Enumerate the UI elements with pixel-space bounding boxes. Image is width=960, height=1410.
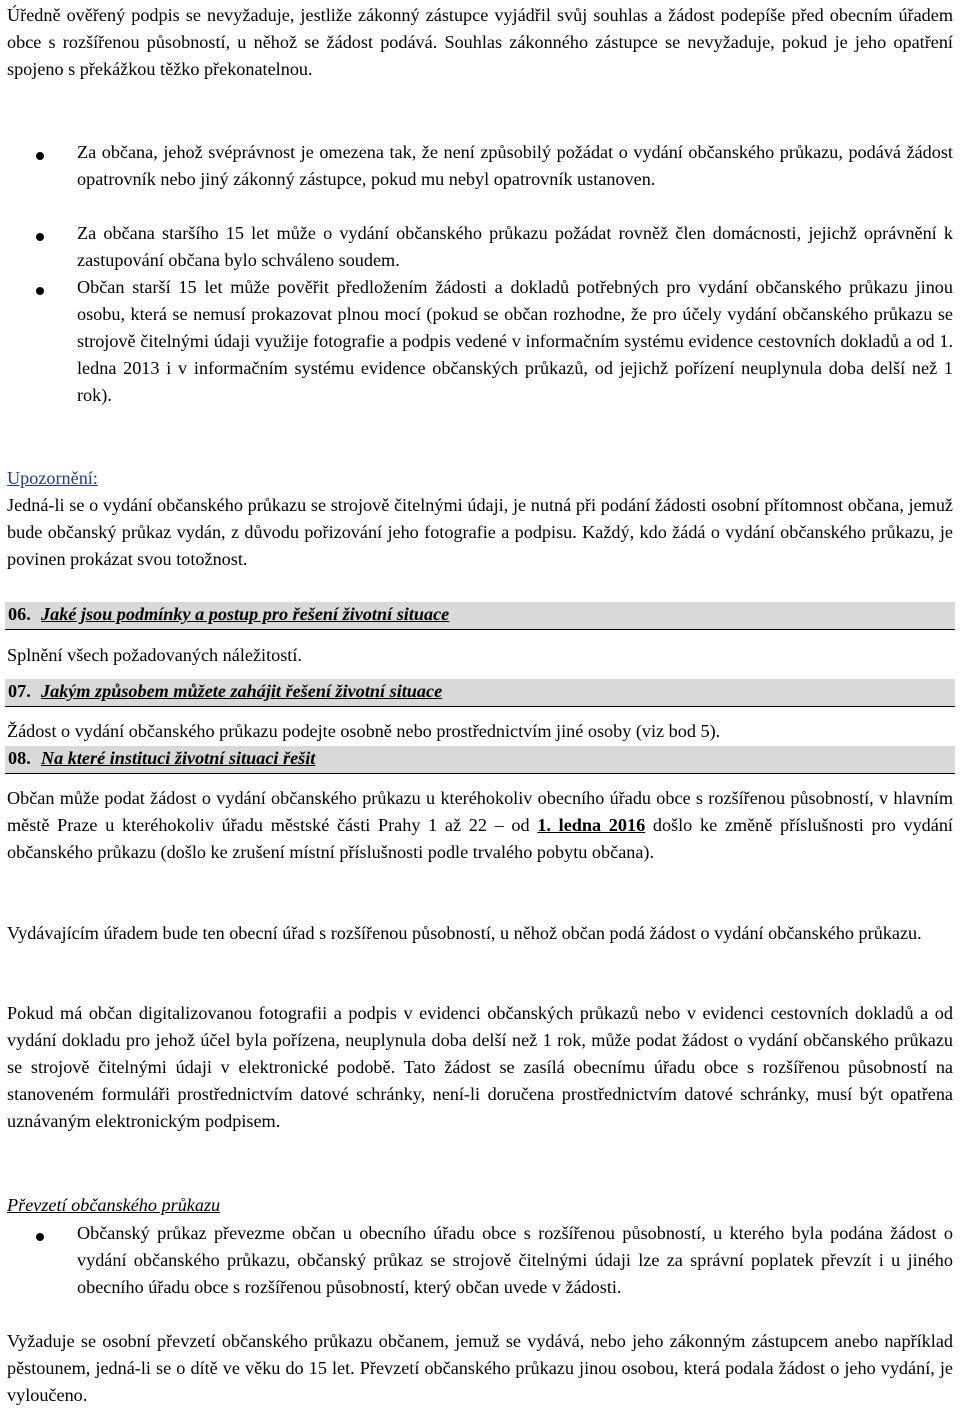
warning-paragraph: Jedná-li se o vydání občanského průkazu se strojově čitelnými údaji, je nutná při podání žádosti osobní přítomnost občana, jemuž bude občanský průkaz vydán, z důvodu pořizování jeho fotografie a podpisu. Každý, kdo žádá o vydání občanského průkazu, je povinen prokázat svou totožnost.	[7, 495, 953, 569]
section-number: 07.	[8, 681, 31, 701]
pickup-title-text: Převzetí občanského průkazu	[7, 1195, 221, 1215]
bullet-icon	[36, 287, 44, 295]
effective-date: 1. ledna 2016	[537, 815, 646, 835]
section-title: Jaké jsou podmínky a postup pro řešení životní situace	[41, 604, 450, 624]
section-08-paragraph-1	[7, 785, 953, 866]
pickup-paragraph: Vyžaduje se osobní převzetí občanského průkazu občanem, jemuž se vydává, nebo jeho zákonným zástupcem anebo například pěstounem, jedná-li se o dítě ve věku do 15 let. Převzetí občanského průkazu jinou osobou, která podala žádost o jeho vydání, je vyloučeno.	[7, 1331, 953, 1405]
pickup-title	[7, 1192, 953, 1219]
section-08-paragraph-2: Vydávajícím úřadem bude ten obecní úřad s rozšířenou působností, u něhož občan podá žádost o vydání občanského průkazu.	[7, 923, 922, 943]
warning-title	[7, 465, 953, 492]
bullet-item-guardian: Za občana, jehož svéprávnost je omezena tak, že není způsobilý požádat o vydání občanského průkazu, podává žádost opatrovník nebo jiný zákonný zástupce, pokud mu nebyl opatrovník ustanoven.	[77, 142, 953, 189]
section-07-body: Žádost o vydání občanského průkazu podejte osobně nebo prostřednictvím jiné osoby (viz bod 5).	[7, 721, 721, 741]
section-number: 06.	[8, 604, 31, 624]
bullet-item-household-member: Za občana staršího 15 let může o vydání občanského průkazu požádat rovněž člen domácnosti, jejichž oprávnění k zastupování občana bylo schváleno soudem.	[77, 223, 953, 270]
section-title: Jakým způsobem můžete zahájit řešení životní situace	[41, 681, 443, 701]
section-08-paragraph-3: Pokud má občan digitalizovanou fotografii a podpis v evidenci občanských průkazů nebo v evidenci cestovních dokladů a od vydání dokladu pro jehož účel byla pořízena, neuplynula doba delší než 1 rok, může podat žádost o vydání občanského průkazu se strojově čitelnými údaji v elektronické podobě. Tato žádost se zasílá obecnímu úřadu obce s rozšířenou působností na stanoveném formuláři prostřednictvím datové schránky, není-li doručena prostřednictvím datové schránky, musí být opatřena uznávaným elektronickým podpisem.	[7, 1003, 953, 1131]
warning-title-text: Upozornění:	[7, 468, 98, 488]
section-number: 08.	[8, 748, 31, 768]
section-06-header	[5, 602, 955, 630]
section-06-body: Splnění všech požadovaných náležitostí.	[7, 645, 302, 665]
section-08-header	[5, 746, 955, 774]
section-title: Na které instituci životní situaci řešit	[41, 748, 316, 768]
paragraph-text: došlo ke změně příslušnosti pro vydání občanského průkazu (došlo ke zrušení místní příslušnosti podle trvalého pobytu občana).	[7, 815, 953, 862]
paragraph-text: Občan může podat žádost o vydání občanského průkazu u kteréhokoliv obecního úřadu obce s rozšířenou působností, v hlavním městě Praze u kteréhokoliv úřadu městské části Prahy 1 až 22 – od	[7, 788, 953, 835]
section-07-header	[5, 679, 955, 707]
intro-paragraph: Úředně ověřený podpis se nevyžaduje, jestliže zákonný zástupce vyjádřil svůj souhlas a žádost podepíše před obecním úřadem obce s rozšířenou působností, u něhož se žádost podává. Souhlas zákonného zástupce se nevyžaduje, pokud je jeho opatření spojeno s překážkou těžko překonatelnou.	[7, 5, 953, 79]
bullet-icon	[36, 1233, 44, 1241]
bullet-item-authorized-person: Občan starší 15 let může pověřit předložením žádosti a dokladů potřebných pro vydání občanského průkazu jinou osobu, která se nemusí prokazovat plnou mocí (pokud se občan rozhodne, že pro účely vydání občanského průkazu se strojově čitelnými údaji využije fotografie a podpis vedené v informačním systému evidence cestovních dokladů a od 1. ledna 2013 i v informačním systému evidence občanských průkazů, od jejichž pořízení neuplynula doba delší než 1 rok).	[77, 277, 953, 405]
bullet-icon	[36, 233, 44, 241]
bullet-icon	[36, 152, 44, 160]
pickup-bullet-item: Občanský průkaz převezme občan u obecního úřadu obce s rozšířenou působností, u kterého byla podána žádost o vydání občanského průkazu, občanský průkaz se strojově čitelnými údaji lze za správní poplatek převzít i u jiného obecního úřadu obce s rozšířenou působností, který občan uvede v žádosti.	[77, 1223, 953, 1297]
